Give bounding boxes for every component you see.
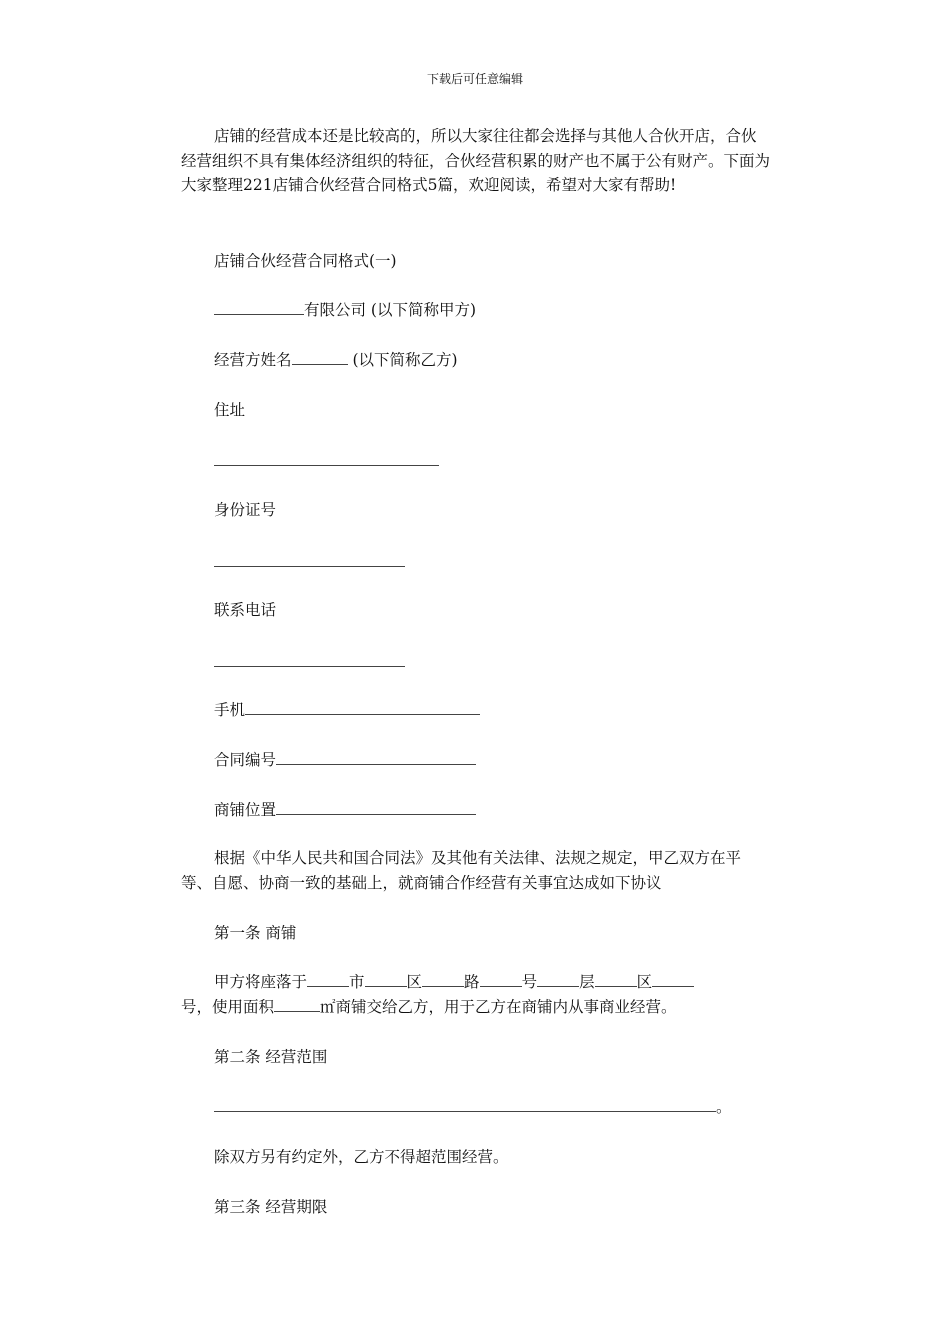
floor-label: 层 — [579, 973, 595, 991]
party-a-label: 有限公司 (以下简称甲方) — [304, 301, 477, 319]
blank-field[interactable] — [276, 750, 476, 765]
address-label: 住址 — [214, 401, 246, 419]
article1-area-end: ㎡商铺交给乙方，用于乙方在商铺内从事商业经营。 — [320, 998, 677, 1016]
blank-field[interactable] — [245, 700, 480, 715]
basis-paragraph: 根据《中华人民共和国合同法》及其他有关法律、法规之规定，甲乙双方在平等、自愿、协商一致的基础上，就商铺合作经营有关事宜达成如下协议 — [181, 849, 742, 892]
id-label: 身份证号 — [214, 501, 277, 519]
blank-field[interactable] — [537, 972, 579, 987]
contract-no-label: 合同编号 — [214, 751, 277, 769]
contract-no-line — [214, 749, 476, 771]
page-header: 下载后可任意编辑 — [426, 72, 523, 86]
article3-title: 第三条 经营期限 — [214, 1198, 328, 1216]
number-label: 号 — [521, 973, 538, 991]
address-blank[interactable] — [214, 465, 439, 466]
blank-field[interactable] — [307, 972, 349, 987]
article1-text-start: 甲方将座落于 — [214, 973, 308, 991]
shop-location-label: 商铺位置 — [214, 801, 277, 819]
id-blank[interactable] — [214, 566, 405, 567]
blank-field[interactable] — [595, 972, 637, 987]
blank-field[interactable] — [292, 350, 348, 365]
blank-field[interactable] — [274, 997, 320, 1012]
article2-title: 第二条 经营范围 — [214, 1048, 328, 1066]
phone-label: 联系电话 — [214, 601, 277, 619]
city-label: 市 — [349, 973, 365, 991]
party-b-suffix: (以下简称乙方) — [352, 351, 458, 369]
blank-field[interactable] — [652, 972, 694, 987]
party-b-line — [214, 349, 458, 371]
scope-end: 。 — [716, 1098, 732, 1116]
party-a-line — [214, 299, 476, 321]
district-label: 区 — [406, 973, 423, 991]
shop-location-line — [214, 799, 476, 821]
zone-label: 区 — [636, 973, 653, 991]
blank-field[interactable] — [365, 972, 407, 987]
blank-field[interactable] — [480, 972, 522, 987]
section-title: 店铺合伙经营合同格式(一) — [214, 252, 397, 270]
scope-note: 除双方另有约定外，乙方不得超范围经营。 — [214, 1148, 509, 1166]
blank-field[interactable] — [214, 300, 304, 315]
phone-blank[interactable] — [214, 666, 405, 667]
mobile-line — [214, 699, 480, 721]
blank-field[interactable] — [276, 800, 476, 815]
road-label: 路 — [464, 973, 480, 991]
party-b-label: 经营方姓名 — [214, 351, 292, 369]
article1-title: 第一条 商铺 — [214, 924, 297, 942]
blank-field[interactable] — [422, 972, 464, 987]
article1-line1 — [214, 971, 694, 993]
scope-line — [214, 1096, 732, 1118]
mobile-label: 手机 — [214, 701, 246, 719]
article1-line2 — [181, 996, 677, 1018]
article1-area-start: 号，使用面积 — [181, 998, 275, 1016]
intro-paragraph: 店铺的经营成本还是比较高的，所以大家往往都会选择与其他人合伙开店，合伙经营组织不具有集体经济组织的特征，合伙经营积累的财产也不属于公有财产。下面为大家整理221店铺合伙经营合同格式5篇，欢迎阅读，希望对大家有帮助! — [181, 127, 771, 194]
scope-blank[interactable] — [214, 1097, 716, 1112]
